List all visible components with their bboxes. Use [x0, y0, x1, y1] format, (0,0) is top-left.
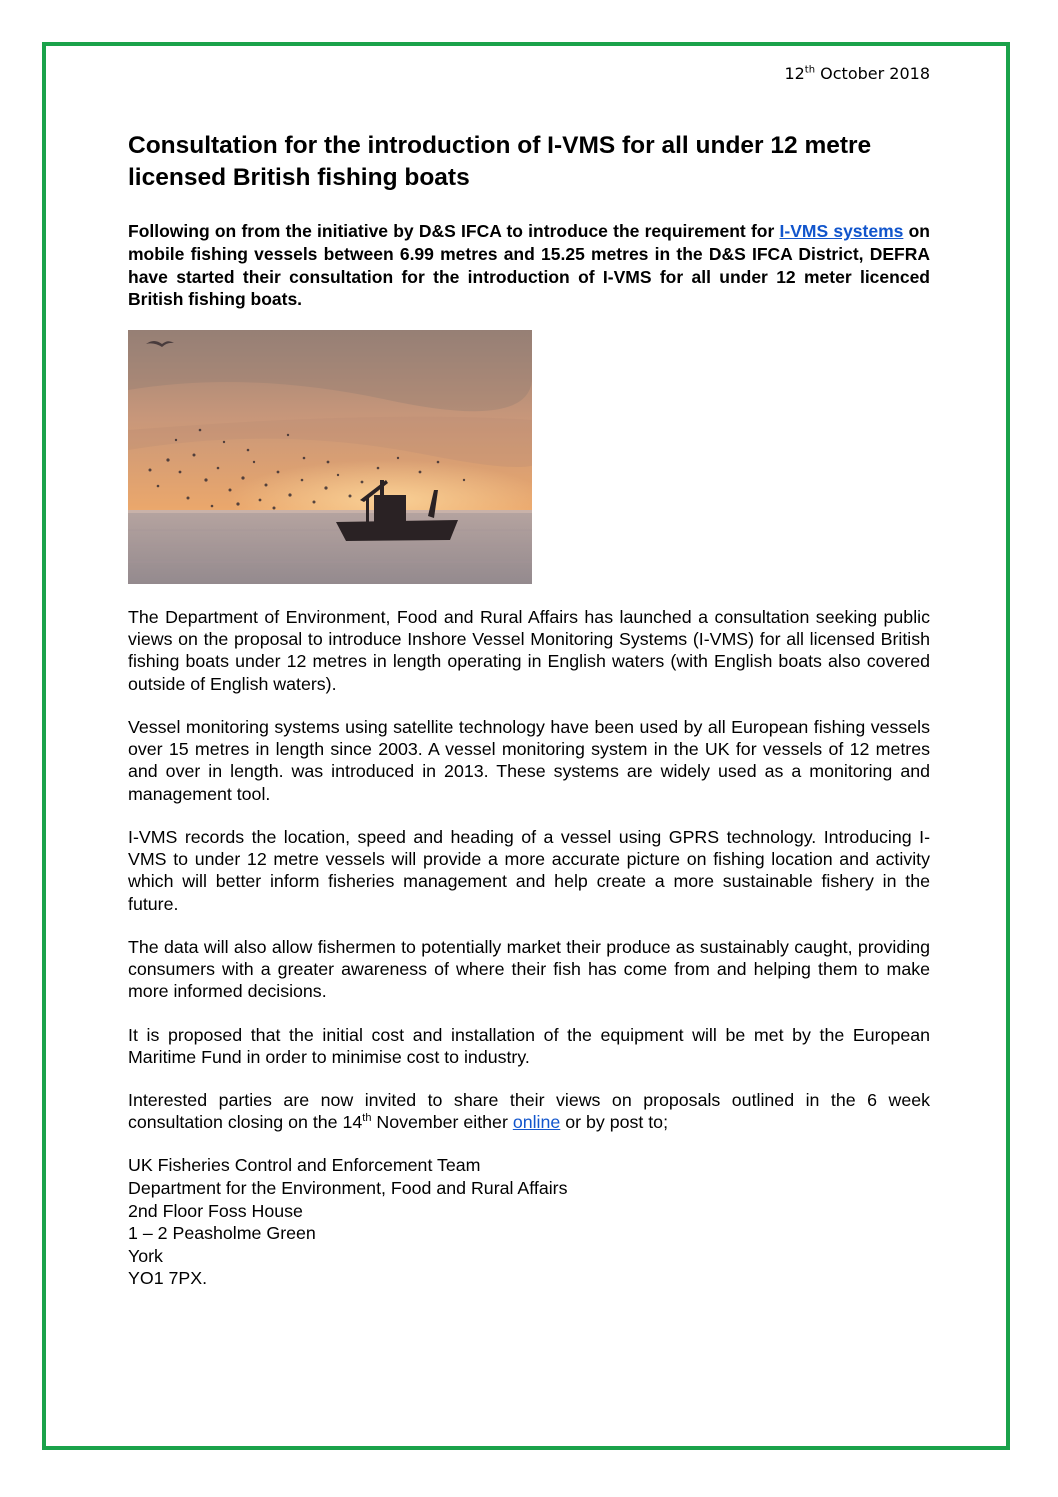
address-line: YO1 7PX. — [128, 1268, 208, 1289]
body-paragraph: The data will also allow fishermen to potentially market their produce as sustainably caught, providing consumers with a greater awareness of where their fish has come from and helping them to make more informed decisions. — [128, 936, 930, 1002]
document-title: Consultation for the introduction of I-VMS for all under 12 metre licensed British fishing boats — [128, 132, 872, 192]
document-date: 12th October 2018 — [784, 64, 930, 83]
body-paragraph: I-VMS records the location, speed and heading of a vessel using GPRS technology. Introducing I-VMS to under 12 metre vessels will provide a more accurate picture on fishing location and activity which will better inform fisheries management and help create a more sustainable fishery in the future. — [128, 826, 930, 914]
address-line: 2nd Floor Foss House — [128, 1200, 303, 1221]
address-line: York — [128, 1245, 163, 1266]
closing-paragraph: Interested parties are now invited to share their views on proposals outlined in the 6 week consultation closing on the 14th November either online or by post to; — [128, 1089, 930, 1133]
fishing-boat-sunset-photo — [128, 330, 532, 584]
address-line: UK Fisheries Control and Enforcement Team — [128, 1155, 481, 1176]
body-paragraph: The Department of Environment, Food and Rural Affairs has launched a consultation seeking public views on the proposal to introduce Inshore Vessel Monitoring Systems (I-VMS) for all licensed British fishing boats under 12 metres in length operating in English waters (with English boats also covered outside of English waters). — [128, 607, 930, 694]
postal-address — [128, 1154, 930, 1290]
ivms-systems-link[interactable]: I-VMS systems — [779, 221, 904, 241]
article-body — [128, 606, 930, 1290]
address-line: 1 – 2 Peasholme Green — [128, 1223, 316, 1244]
online-link[interactable]: online — [512, 1112, 561, 1133]
address-line: Department for the Environment, Food and Rural Affairs — [128, 1178, 568, 1199]
body-paragraph: It is proposed that the initial cost and installation of the equipment will be met by the European Maritime Fund in order to minimise cost to industry. — [128, 1024, 930, 1067]
body-paragraph: Vessel monitoring systems using satellite technology have been used by all European fishing vessels over 15 metres in length since 2003. A vessel monitoring system in the UK for vessels of 12 metres and over in length. was introduced in 2013. These systems are widely used as a monitoring and management tool. — [128, 716, 930, 804]
lead-paragraph: Following on from the initiative by D&S IFCA to introduce the requirement for I-VMS systems on mobile fishing vessels between 6.99 metres and 15.25 metres in the D&S IFCA District, DEFRA have started their consultation for the introduction of I-VMS for all under 12 meter licenced British fishing boats. — [128, 221, 930, 310]
